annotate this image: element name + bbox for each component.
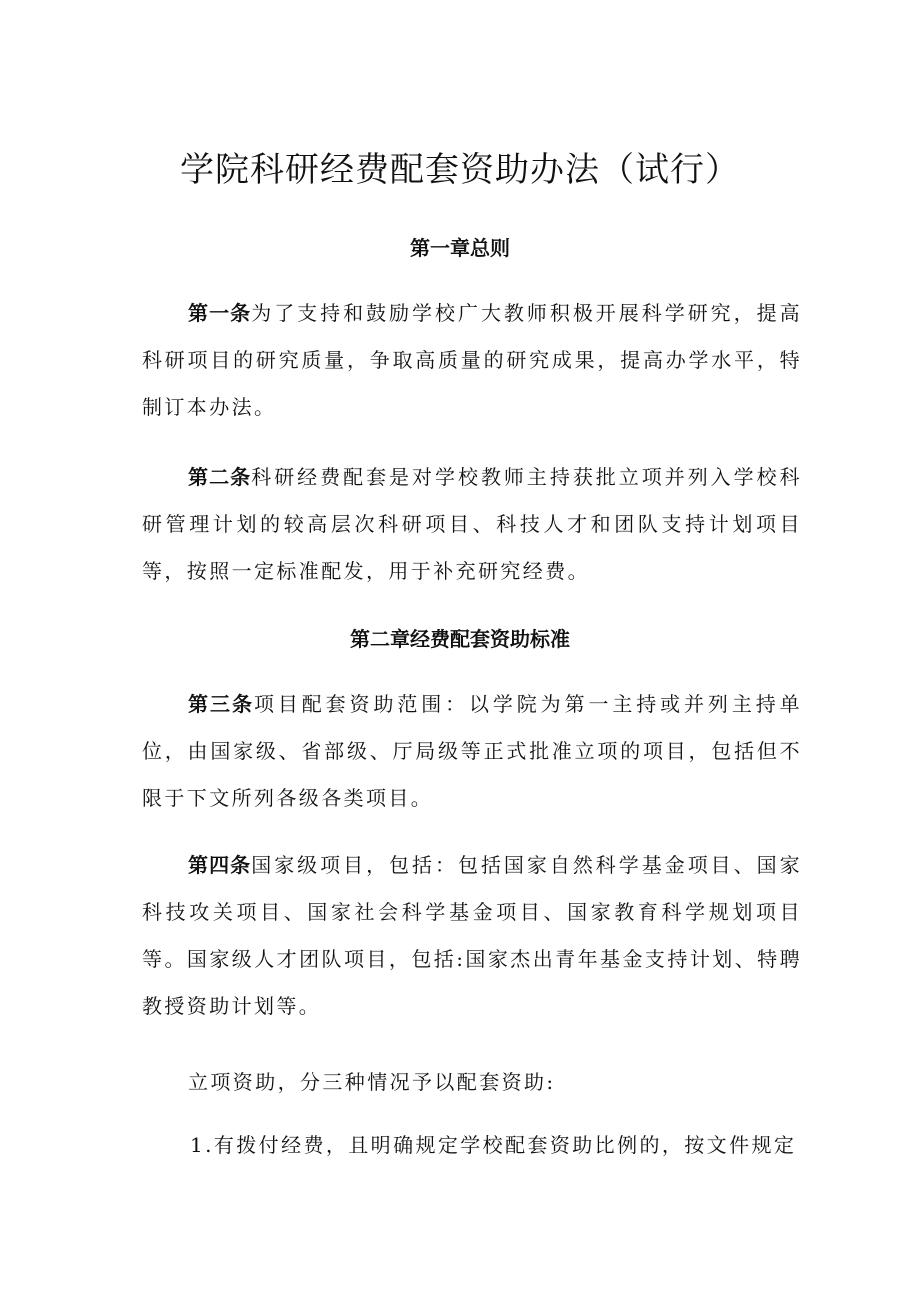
funding-intro-paragraph: 立项资助，分三种情况予以配套资助: [188, 1070, 556, 1094]
article-2-paragraph [142, 454, 802, 595]
article-3-label: 第三条 [188, 692, 254, 716]
chapter-2-heading: 第二章经费配套资助标准 [350, 627, 570, 651]
article-4-paragraph [142, 842, 802, 1030]
article-3-paragraph [142, 681, 802, 822]
article-4-label: 第四条 [188, 853, 252, 877]
chapter-1-heading: 第一章总则 [410, 236, 510, 260]
article-1-paragraph [142, 290, 802, 431]
article-4-text: 国家级项目，包括：包括国家自然科学基金项目、国家科技攻关项目、国家社会科学基金项目、国家教育科学规划项目等。国家级人才团队项目，包括:国家杰出青年基金支持计划、特聘教授资助计划等。 [142, 853, 802, 1018]
funding-list-item-1: 1.有拨付经费，且明确规定学校配套资助比例的，按文件规定 [190, 1133, 797, 1157]
article-2-text: 科研经费配套是对学校教师主持获批立项并列入学校科研管理计划的较高层次科研项目、科技人才和团队支持计划项目等，按照一定标准配发，用于补充研究经费。 [142, 465, 802, 583]
article-1-text: 为了支持和鼓励学校广大教师积极开展科学研究，提高科研项目的研究质量，争取高质量的研究成果，提高办学水平，特制订本办法。 [142, 301, 802, 419]
document-title: 学院科研经费配套资助办法（试行） [180, 150, 740, 190]
article-3-text: 项目配套资助范围：以学院为第一主持或并列主持单位，由国家级、省部级、厅局级等正式批准立项的项目，包括但不限于下文所列各级各类项目。 [142, 692, 803, 810]
article-1-label: 第一条 [188, 301, 252, 325]
article-2-label: 第二条 [188, 465, 252, 489]
